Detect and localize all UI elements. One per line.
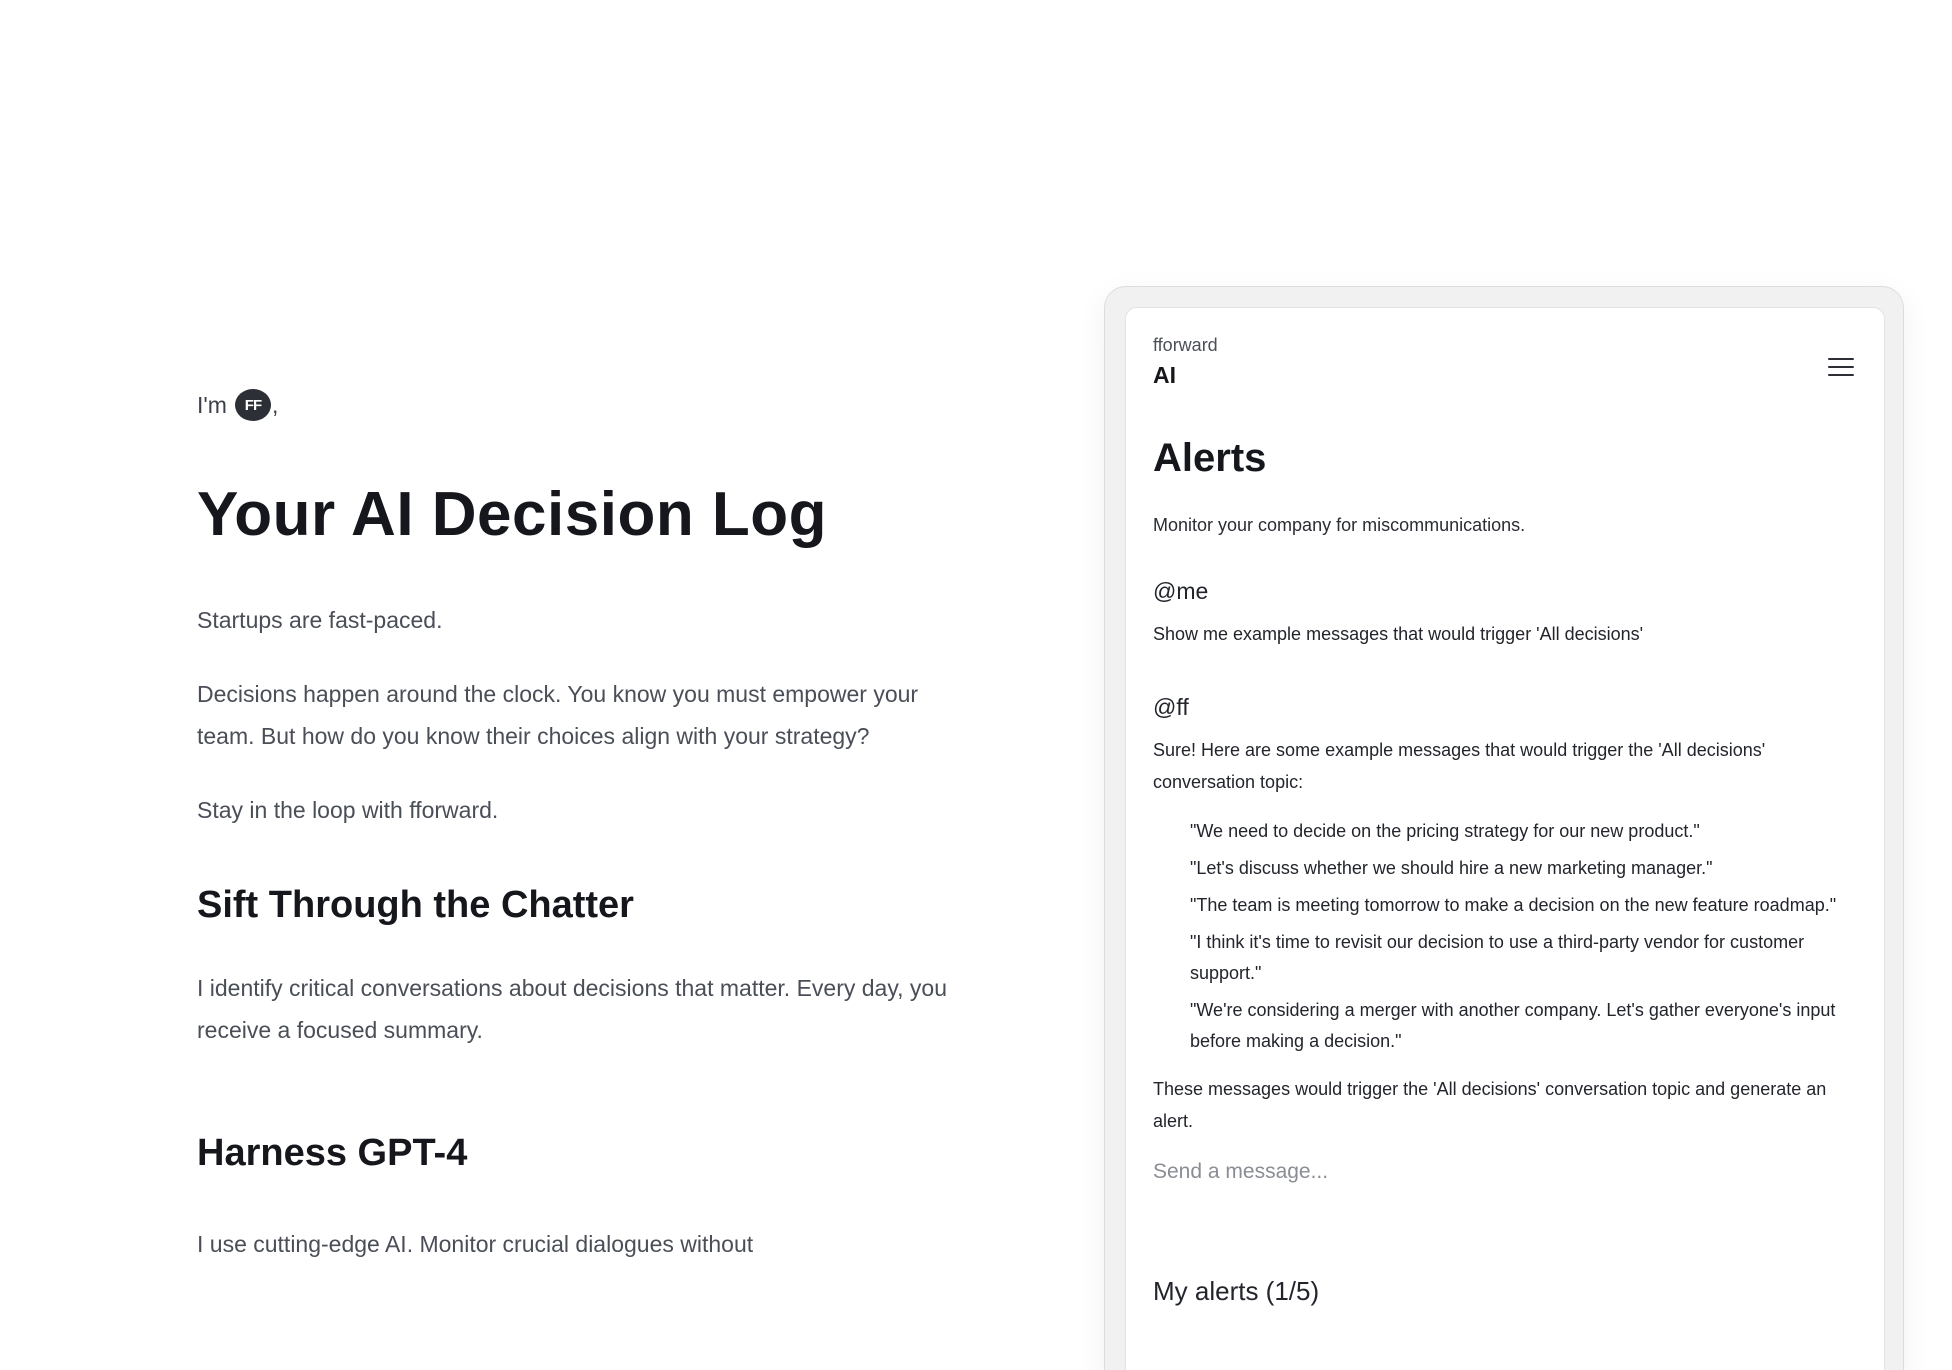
me-message: Show me example messages that would trigger 'All decisions' [1153, 624, 1644, 644]
example-messages-list [1153, 816, 1857, 1057]
section-title-gpt4: Harness GPT-4 [197, 1132, 468, 1174]
list-item: "Let's discuss whether we should hire a new marketing manager." [1190, 858, 1713, 878]
my-alerts-heading: My alerts (1/5) [1153, 1276, 1320, 1306]
ff-handle: @ff [1153, 694, 1189, 720]
list-item: "The team is meeting tomorrow to make a decision on the new feature roadmap." [1190, 895, 1837, 915]
ff-message-outro: These messages would trigger the 'All decisions' conversation topic and generate an alert. [1153, 1079, 1827, 1131]
list-item: "I think it's time to revisit our decision to use a third-party vendor for customer support." [1190, 932, 1805, 983]
ff-logo-badge: FF [235, 389, 271, 421]
intro-prefix: I'm [197, 391, 227, 418]
hamburger-menu-icon[interactable] [1828, 358, 1854, 378]
app-device-frame [1104, 286, 1904, 1370]
lead-paragraphs [197, 599, 957, 831]
chat-thread [1153, 576, 1857, 1137]
alerts-title: Alerts [1153, 436, 1267, 480]
section-body-gpt4: I use cutting-edge AI. Monitor crucial dialogues without [197, 1231, 754, 1257]
me-handle: @me [1153, 578, 1209, 604]
lead-paragraph-3: Stay in the loop with fforward. [197, 797, 499, 823]
brand-name: fforward [1153, 335, 1218, 355]
alerts-subtitle: Monitor your company for miscommunications. [1153, 515, 1526, 535]
hero-title: Your AI Decision Log [197, 480, 828, 549]
brand-ai-label: AI [1153, 362, 1176, 388]
app-window [1125, 307, 1885, 1370]
intro-line [197, 385, 957, 425]
send-message-input[interactable] [1153, 1157, 1857, 1187]
ff-message-intro: Sure! Here are some example messages that would trigger the 'All decisions' conversation topic: [1153, 740, 1766, 792]
list-item: "We're considering a merger with another company. Let's gather everyone's input before making a decision." [1190, 1000, 1836, 1051]
app-header [1153, 334, 1857, 390]
lead-paragraph-2: Decisions happen around the clock. You know you must empower your team. But how do you know their choices align with your strategy? [197, 681, 919, 749]
intro-suffix: , [271, 391, 279, 418]
lead-paragraph-1: Startups are fast-paced. [197, 607, 443, 633]
list-item: "We need to decide on the pricing strategy for our new product." [1190, 821, 1700, 841]
section-title-sift: Sift Through the Chatter [197, 884, 634, 926]
marketing-column [197, 385, 957, 1265]
section-body-sift: I identify critical conversations about decisions that matter. Every day, you receive a focused summary. [197, 975, 947, 1043]
